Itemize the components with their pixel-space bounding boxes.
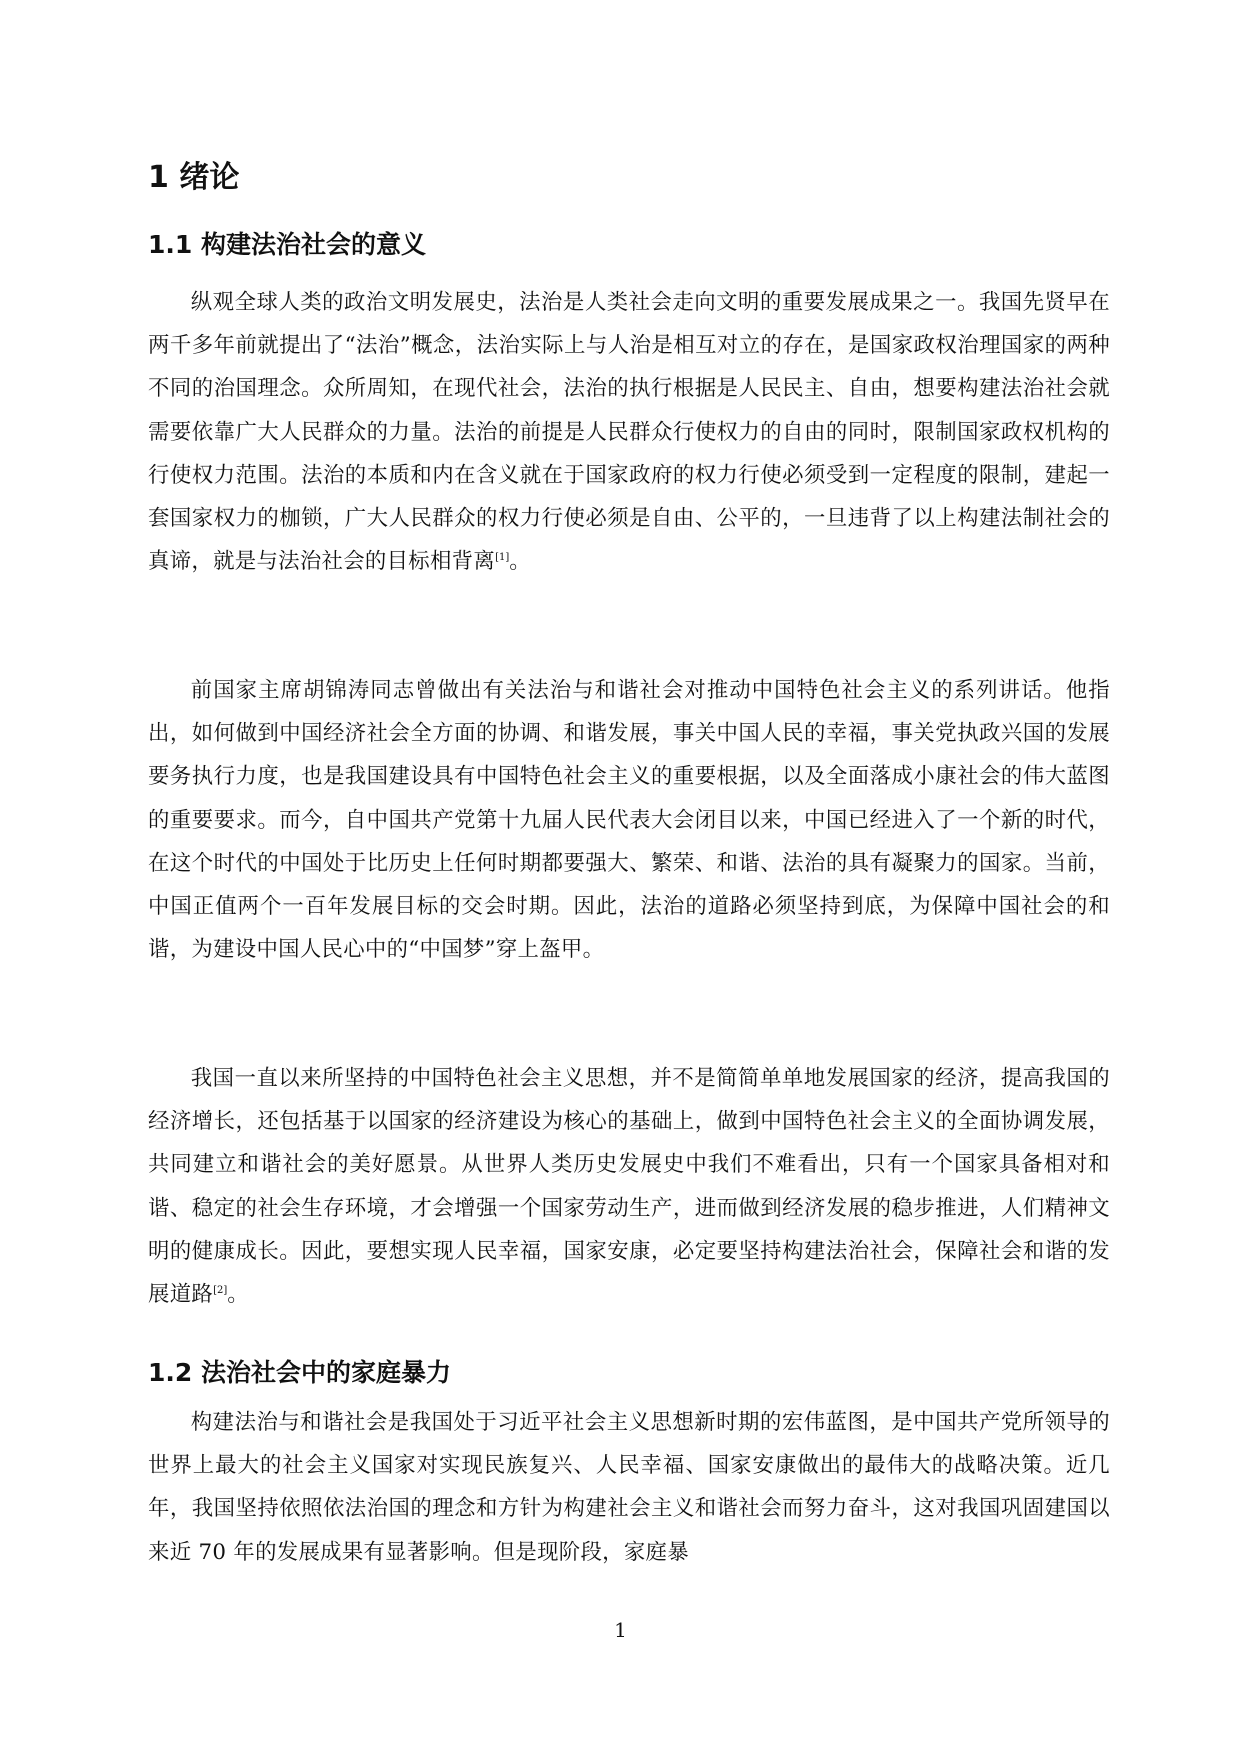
- paragraph: [148, 281, 1110, 583]
- paragraph: [148, 1057, 1110, 1316]
- paragraph: [148, 669, 1110, 971]
- section-heading-1-2: 1.2 法治社会中的家庭暴力: [148, 1358, 451, 1387]
- section-heading-1-1: 1.1 构建法治社会的意义: [148, 230, 426, 259]
- citation-reference: [1]: [495, 552, 510, 564]
- paragraph-end-punctuation: 。: [227, 1282, 249, 1308]
- paragraph-text: 前国家主席胡锦涛同志曾做出有关法治与和谐社会对推动中国特色社会主义的系列讲话。他指出，如何做到中国经济社会全方面的协调、和谐发展，事关中国人民的幸福，事关党执政兴国的发展要务执行力度，也是我国建设具有中国特色社会主义的重要根据，以及全面落成小康社会的伟大蓝图的重要要求。而今，自中国共产党第十九届人民代表大会闭目以来，中国已经进入了一个新的时代，在这个时代的中国处于比历史上任何时期都要强大、繁荣、和谐、法治的具有凝聚力的国家。当前，中国正值两个一百年发展目标的交会时期。因此，法治的道路必须坚持到底，为保障中国社会的和谐，为建设中国人民心中的“中国梦”穿上盔甲。: [148, 678, 1110, 963]
- paragraph-end-punctuation: 。: [509, 549, 531, 575]
- paragraph: [148, 1401, 1110, 1574]
- page-number: 1: [614, 1618, 627, 1642]
- paragraph-text: 纵观全球人类的政治文明发展史，法治是人类社会走向文明的重要发展成果之一。我国先贤早在两千多年前就提出了“法治”概念，法治实际上与人治是相互对立的存在，是国家政权治理国家的两种不同的治国理念。众所周知，在现代社会，法治的执行根据是人民民主、自由，想要构建法治社会就需要依靠广大人民群众的力量。法治的前提是人民群众行使权力的自由的同时，限制国家政权机构的行使权力范围。法治的本质和内在含义就在于国家政府的权力行使必须受到一定程度的限制，建起一套国家权力的枷锁，广大人民群众的权力行使必须是自由、公平的，一旦违背了以上构建法制社会的真谛，就是与法治社会的目标相背离: [148, 290, 1110, 575]
- citation-reference: [2]: [213, 1284, 228, 1296]
- paragraph-text: 我国一直以来所坚持的中国特色社会主义思想，并不是简简单单地发展国家的经济，提高我国的经济增长，还包括基于以国家的经济建设为核心的基础上，做到中国特色社会主义的全面协调发展，共同建立和谐社会的美好愿景。从世界人类历史发展史中我们不难看出，只有一个国家具备相对和谐、稳定的社会生存环境，才会增强一个国家劳动生产，进而做到经济发展的稳步推进，人们精神文明的健康成长。因此，要想实现人民幸福，国家安康，必定要坚持构建法治社会，保障社会和谐的发展道路: [148, 1066, 1110, 1308]
- chapter-heading: 1 绪论: [148, 160, 240, 195]
- paragraph-text: 构建法治与和谐社会是我国处于习近平社会主义思想新时期的宏伟蓝图，是中国共产党所领导的世界上最大的社会主义国家对实现民族复兴、人民幸福、国家安康做出的最伟大的战略决策。近几年，我国坚持依照依法治国的理念和方针为构建社会主义和谐社会而努力奋斗，这对我国巩固建国以来近 70 年的发展成果有显著影响。但是现阶段，家庭暴: [148, 1410, 1110, 1565]
